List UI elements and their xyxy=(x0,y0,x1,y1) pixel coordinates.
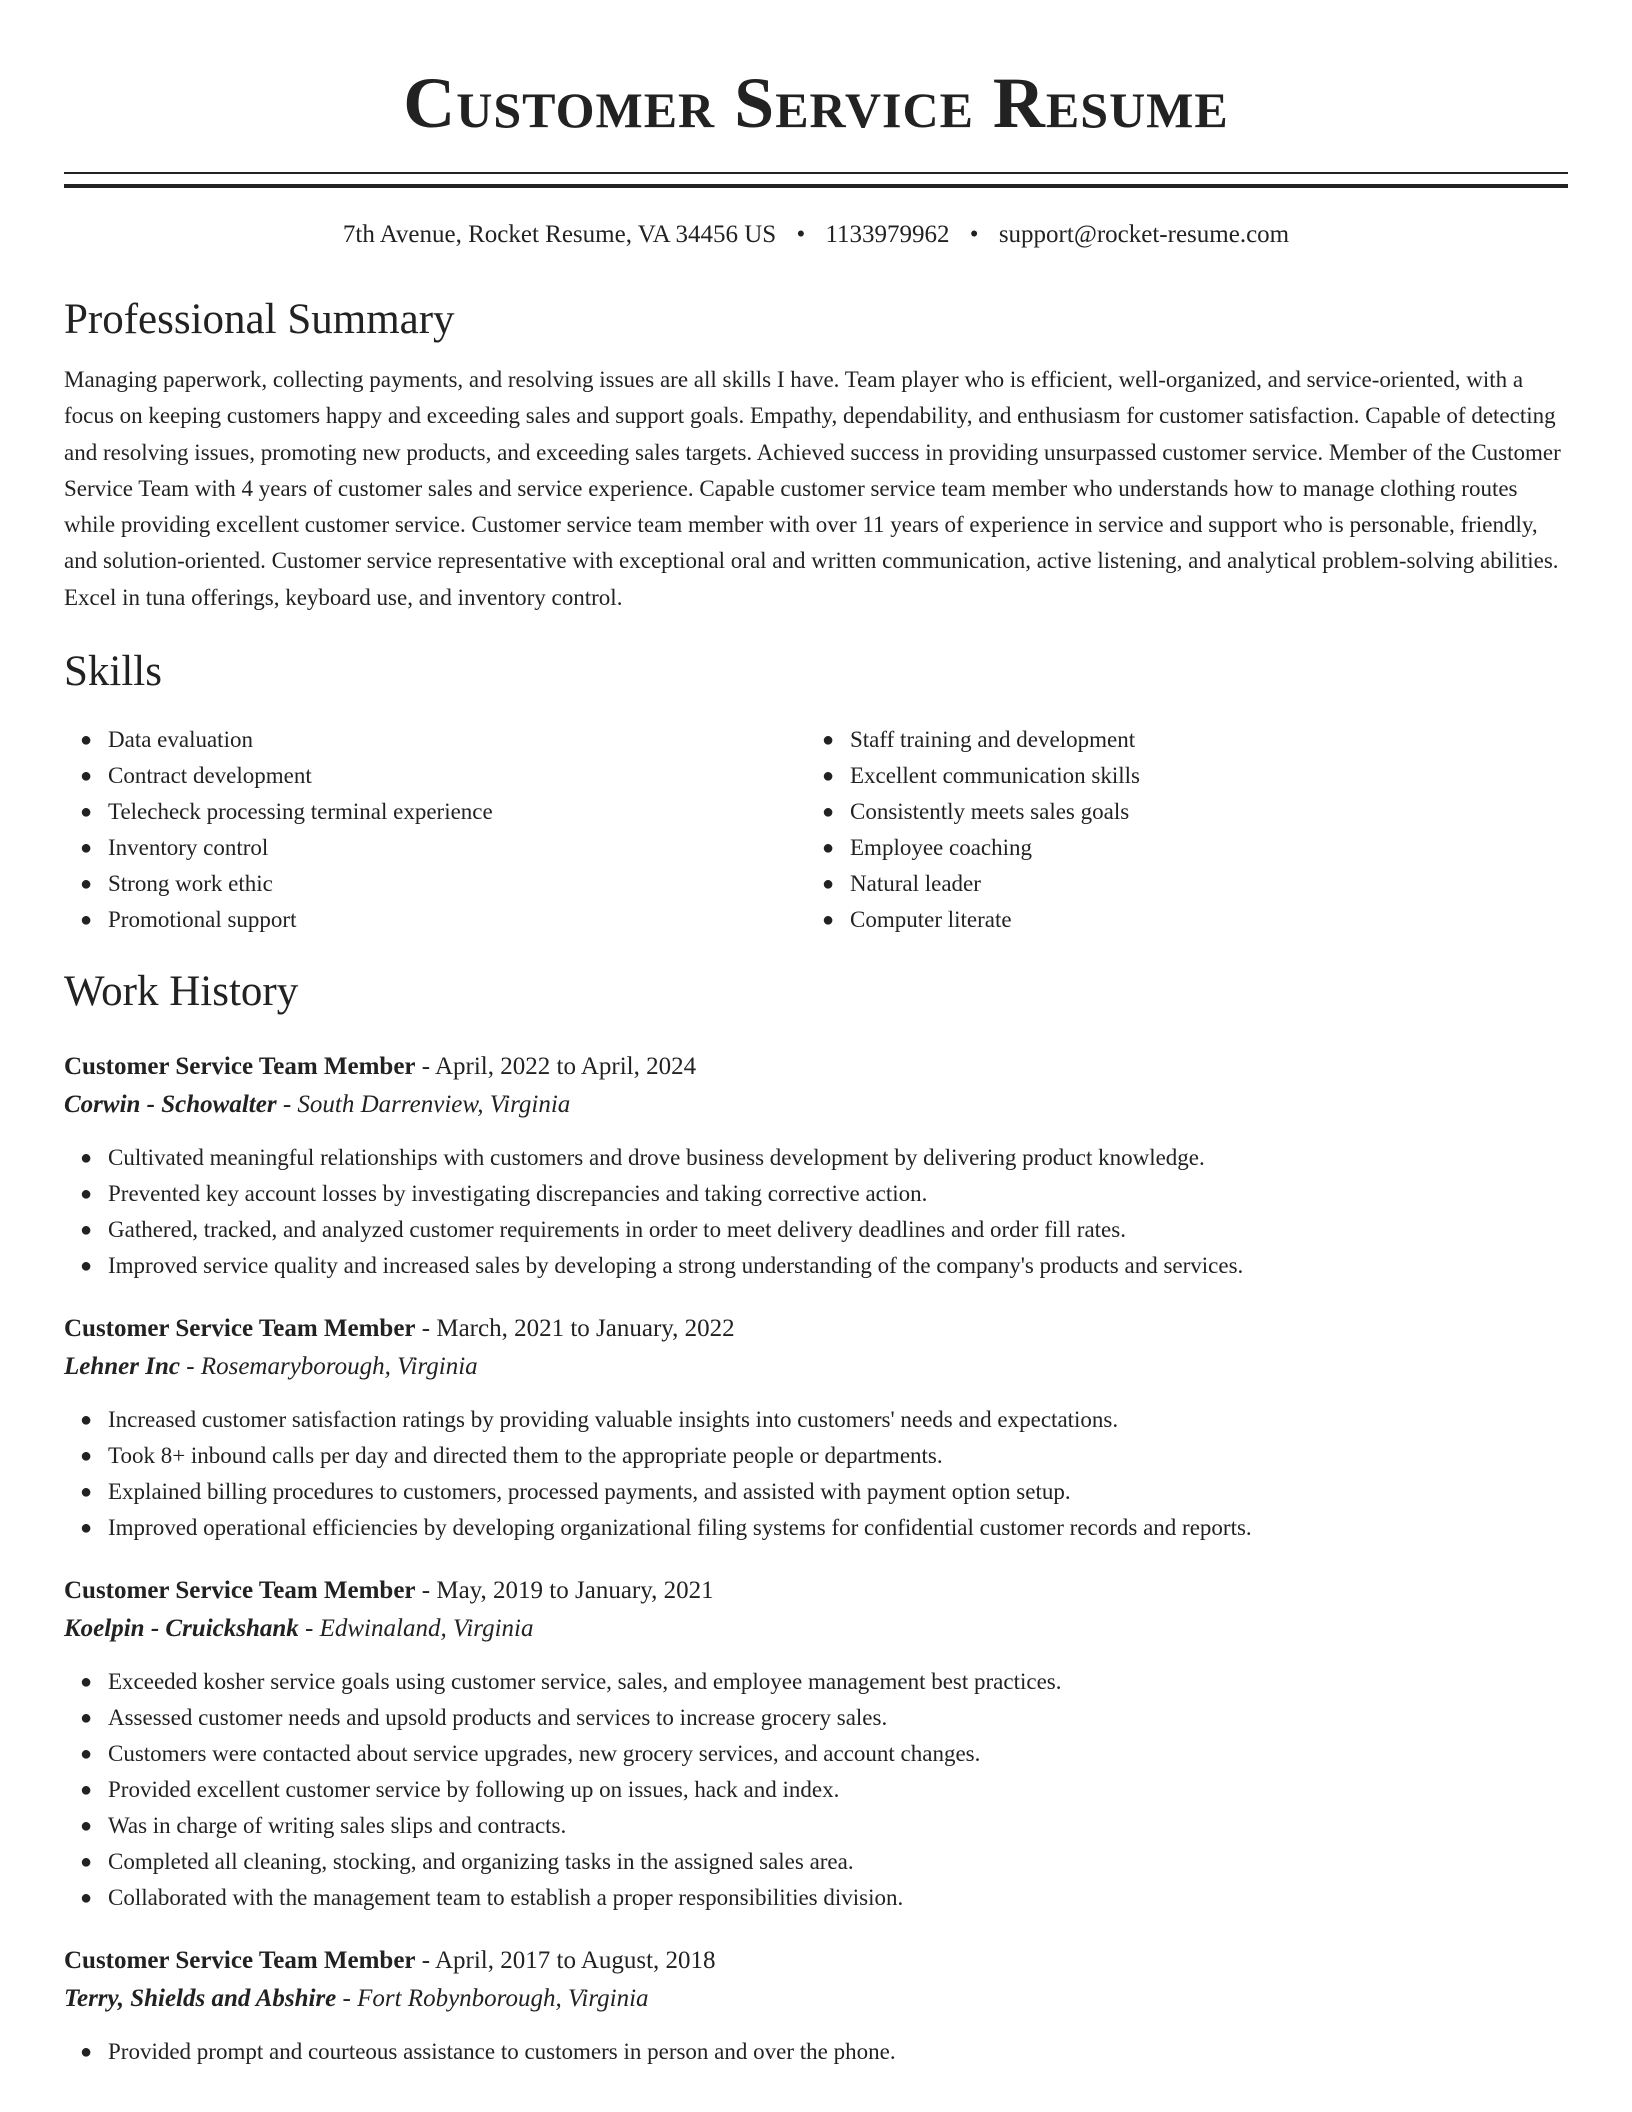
skill-item: ● Excellent communication skills xyxy=(806,758,1548,794)
contact-separator: • xyxy=(796,221,806,248)
job-bullet: ● Prevented key account losses by investigating discrepancies and taking corrective action. xyxy=(64,1176,1568,1212)
skills-column-right xyxy=(806,722,1548,938)
job-bullet: ● Customers were contacted about service upgrades, new grocery services, and account changes. xyxy=(64,1736,1568,1772)
job-title: Customer Service Team Member xyxy=(64,1315,416,1343)
skills-column-left xyxy=(64,722,806,938)
bullet-icon: ● xyxy=(80,1743,93,1766)
job-bullets xyxy=(64,1402,1568,1546)
job-bullet: ● Collaborated with the management team to establish a proper responsibilities division. xyxy=(64,1880,1568,1916)
bullet-icon: ● xyxy=(80,837,93,860)
job-title: Customer Service Team Member xyxy=(64,1947,416,1975)
job-bullet: ● Improved operational efficiencies by developing organizational filing systems for confidential customer records and reports. xyxy=(64,1510,1568,1546)
bullet-icon: ● xyxy=(80,1255,93,1278)
skill-item: ● Telecheck processing terminal experience xyxy=(64,794,806,830)
bullet-icon: ● xyxy=(80,1671,93,1694)
skill-item: ● Promotional support xyxy=(64,902,806,938)
job-entry xyxy=(64,1048,1568,1284)
job-dash: - xyxy=(421,1053,431,1081)
job-dates: March, 2021 to January, 2022 xyxy=(436,1315,735,1343)
job-bullets xyxy=(64,1140,1568,1284)
bullet-icon: ● xyxy=(822,837,835,860)
bullet-icon: ● xyxy=(80,729,93,752)
job-location: Rosemaryborough, Virginia xyxy=(200,1353,478,1381)
skill-item: ● Inventory control xyxy=(64,830,806,866)
job-entry xyxy=(64,1942,1568,2070)
skill-item: ● Contract development xyxy=(64,758,806,794)
skill-item: ● Strong work ethic xyxy=(64,866,806,902)
job-company-line xyxy=(64,1980,1568,2018)
job-company-line xyxy=(64,1348,1568,1386)
skill-item: ● Computer literate xyxy=(806,902,1548,938)
job-bullets xyxy=(64,2034,1568,2070)
job-entry xyxy=(64,1572,1568,1916)
job-company: Terry, Shields and Abshire xyxy=(64,1985,337,2013)
bullet-icon: ● xyxy=(80,1481,93,1504)
skills-grid xyxy=(64,722,1568,938)
job-bullet: ● Provided prompt and courteous assistance to customers in person and over the phone. xyxy=(64,2034,1568,2070)
bullet-icon: ● xyxy=(80,1707,93,1730)
bullet-icon: ● xyxy=(80,1815,93,1838)
bullet-icon: ● xyxy=(80,2041,93,2064)
job-dates: April, 2022 to April, 2024 xyxy=(434,1053,697,1081)
bullet-icon: ● xyxy=(80,1517,93,1540)
job-dash: - xyxy=(421,1947,431,1975)
bullet-icon: ● xyxy=(822,873,835,896)
job-title-line xyxy=(64,1048,1568,1086)
job-title-line xyxy=(64,1310,1568,1348)
bullet-icon: ● xyxy=(822,729,835,752)
job-company: Koelpin - Cruickshank xyxy=(64,1615,299,1643)
bullet-icon: ● xyxy=(822,909,835,932)
bullet-icon: ● xyxy=(80,1147,93,1170)
job-dates: April, 2017 to August, 2018 xyxy=(434,1947,716,1975)
bullet-icon: ● xyxy=(80,1445,93,1468)
job-entry xyxy=(64,1310,1568,1546)
bullet-icon: ● xyxy=(822,765,835,788)
bullet-icon: ● xyxy=(80,873,93,896)
skill-item: ● Data evaluation xyxy=(64,722,806,758)
job-bullet: ● Completed all cleaning, stocking, and organizing tasks in the assigned sales area. xyxy=(64,1844,1568,1880)
bullet-icon: ● xyxy=(80,1219,93,1242)
resume-page xyxy=(64,0,1568,2070)
contact-email: support@rocket-resume.com xyxy=(998,221,1290,248)
job-bullet: ● Gathered, tracked, and analyzed customer requirements in order to meet delivery deadlines and order fill rates. xyxy=(64,1212,1568,1248)
contact-address: 7th Avenue, Rocket Resume, VA 34456 US xyxy=(342,221,777,248)
skill-item: ● Staff training and development xyxy=(806,722,1548,758)
job-bullet: ● Improved service quality and increased sales by developing a strong understanding of the company's products and services. xyxy=(64,1248,1568,1284)
contact-line xyxy=(64,218,1568,252)
bullet-icon: ● xyxy=(822,801,835,824)
job-bullet: ● Increased customer satisfaction ratings by providing valuable insights into customers' needs and expectations. xyxy=(64,1402,1568,1438)
title-divider xyxy=(64,172,1568,188)
job-dash: - xyxy=(342,1985,351,2013)
job-title-line xyxy=(64,1942,1568,1980)
job-location: Fort Robynborough, Virginia xyxy=(357,1985,649,2013)
job-bullets xyxy=(64,1664,1568,1916)
job-company: Corwin - Schowalter xyxy=(64,1091,277,1119)
job-dash: - xyxy=(305,1615,314,1643)
bullet-icon: ● xyxy=(80,765,93,788)
contact-separator: • xyxy=(969,221,979,248)
job-bullet: ● Took 8+ inbound calls per day and directed them to the appropriate people or departments. xyxy=(64,1438,1568,1474)
job-dash: - xyxy=(421,1315,431,1343)
job-bullet: ● Explained billing procedures to customers, processed payments, and assisted with payment option setup. xyxy=(64,1474,1568,1510)
skill-item: ● Natural leader xyxy=(806,866,1548,902)
bullet-icon: ● xyxy=(80,1409,93,1432)
job-title-line xyxy=(64,1572,1568,1610)
job-location: Edwinaland, Virginia xyxy=(319,1615,534,1643)
bullet-icon: ● xyxy=(80,1887,93,1910)
job-dash: - xyxy=(282,1091,292,1119)
skills-heading: Skills xyxy=(64,648,162,696)
work-history-heading: Work History xyxy=(64,968,299,1016)
job-bullet: ● Assessed customer needs and upsold products and services to increase grocery sales. xyxy=(64,1700,1568,1736)
job-company-line xyxy=(64,1610,1568,1648)
bullet-icon: ● xyxy=(80,909,93,932)
summary-text: Managing paperwork, collecting payments, and resolving issues are all skills I have. Team player who is efficient, well-organized, and service-oriented, with a focus on keeping customers happy and exceeding sales and support goals. Empathy, dependability, and enthusiasm for customer satisfaction. Capable of detecting and resolving issues, promoting new products, and exceeding sales targets. Achieved success in providing unsurpassed customer service. Member of the Customer Service Team with 4 years of customer sales and service experience. Capable customer service team member who understands how to manage clothing routes while providing excellent customer service. Customer service team member with over 11 years of experience in service and support who is personable, friendly, and solution-oriented. Customer service representative with exceptional oral and written communication, active listening, and analytical problem-solving abilities. Excel in tuna offerings, keyboard use, and inventory control. xyxy=(64,367,1561,610)
job-company: Lehner Inc xyxy=(64,1353,180,1381)
job-dash: - xyxy=(186,1353,195,1381)
job-title: Customer Service Team Member xyxy=(64,1053,416,1081)
bullet-icon: ● xyxy=(80,1183,93,1206)
skill-item: ● Employee coaching xyxy=(806,830,1548,866)
resume-title: Customer Service Resume xyxy=(403,63,1229,143)
job-dates: May, 2019 to January, 2021 xyxy=(436,1577,714,1605)
bullet-icon: ● xyxy=(80,1851,93,1874)
job-bullet: ● Provided excellent customer service by following up on issues, hack and index. xyxy=(64,1772,1568,1808)
skill-item: ● Consistently meets sales goals xyxy=(806,794,1548,830)
job-bullet: ● Exceeded kosher service goals using customer service, sales, and employee management best practices. xyxy=(64,1664,1568,1700)
job-company-line xyxy=(64,1086,1568,1124)
job-location: South Darrenview, Virginia xyxy=(297,1091,571,1119)
bullet-icon: ● xyxy=(80,1779,93,1802)
summary-heading: Professional Summary xyxy=(64,296,455,343)
bullet-icon: ● xyxy=(80,801,93,824)
job-bullet: ● Was in charge of writing sales slips and contracts. xyxy=(64,1808,1568,1844)
job-bullet: ● Cultivated meaningful relationships with customers and drove business development by delivering product knowledge. xyxy=(64,1140,1568,1176)
job-dash: - xyxy=(421,1577,431,1605)
contact-phone: 1133979962 xyxy=(825,221,950,248)
job-title: Customer Service Team Member xyxy=(64,1577,416,1605)
